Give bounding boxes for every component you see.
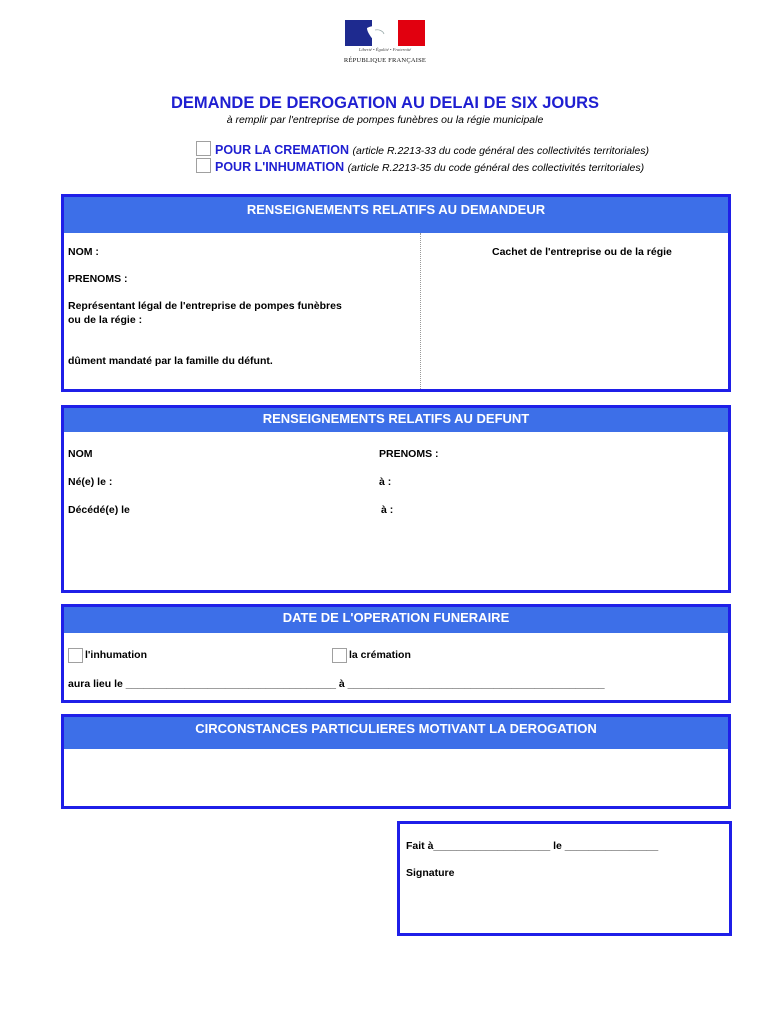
decede-le-label: Décédé(e) le [68, 504, 130, 516]
lieu-naissance-label: à : [379, 476, 392, 488]
republique-francaise-logo [343, 20, 427, 68]
marianne-flag-icon [345, 20, 425, 46]
ne-le-label: Né(e) le : [68, 476, 113, 488]
defunt-prenoms-label: PRENOMS : [379, 448, 439, 460]
cremation-checkbox[interactable] [196, 141, 211, 156]
option-cremation-label: POUR LA CREMATION [215, 143, 350, 157]
lieu-deces-label: à : [381, 504, 394, 516]
signature-label: Signature [406, 867, 455, 879]
cremation-date-checkbox[interactable] [332, 648, 347, 663]
operation-header: DATE DE L'OPERATION FUNERAIRE [64, 607, 728, 633]
demandeur-divider [420, 233, 421, 389]
cachet-label: Cachet de l'entreprise ou de la régie [492, 246, 672, 258]
mandate-label: dûment mandaté par la famille du défunt. [68, 355, 273, 367]
page-subtitle: à remplir par l'entreprise de pompes funèbres ou la régie municipale [226, 114, 544, 126]
inhumation-label: l'inhumation [85, 649, 147, 661]
option-inhumation [196, 158, 644, 174]
cremation-label: la crémation [349, 649, 411, 661]
option-inhumation-label: POUR L'INHUMATION [215, 160, 345, 174]
circonstances-header: CIRCONSTANCES PARTICULIERES MOTIVANT LA DEROGATION [64, 717, 728, 749]
demandeur-section [61, 194, 731, 392]
page-title: DEMANDE DE DEROGATION AU DELAI DE SIX JOURS [170, 94, 600, 112]
representant-label-line2: ou de la régie : [68, 314, 143, 326]
demandeur-header: RENSEIGNEMENTS RELATIFS AU DEMANDEUR [64, 197, 728, 233]
option-cremation-ref: (article R.2213-33 du code général des collectivités territoriales) [352, 145, 649, 157]
circonstances-section [61, 714, 731, 809]
inhumation-checkbox[interactable] [196, 158, 211, 173]
defunt-section [61, 405, 731, 593]
aura-lieu-line: aura lieu le ____________________________________ à ____________________________________________ [68, 678, 605, 690]
logo-motto: Liberté • Égalité • Fraternité [358, 47, 412, 52]
signature-section [397, 821, 732, 936]
inhumation-date-checkbox[interactable] [68, 648, 83, 663]
representant-label-line1: Représentant légal de l'entreprise de pompes funèbres [68, 300, 342, 312]
option-cremation [196, 141, 649, 157]
demandeur-nom-label: NOM : [68, 246, 99, 258]
defunt-nom-label: NOM [68, 448, 93, 460]
fait-a-line: Fait à____________________ le ________________ [406, 840, 659, 852]
defunt-header: RENSEIGNEMENTS RELATIFS AU DEFUNT [64, 408, 728, 432]
option-inhumation-ref: (article R.2213-35 du code général des collectivités territoriales) [347, 162, 645, 174]
demandeur-prenoms-label: PRENOMS : [68, 273, 128, 285]
operation-section [61, 604, 731, 703]
logo-republique-francaise: RÉPUBLIQUE FRANÇAISE [343, 57, 427, 64]
